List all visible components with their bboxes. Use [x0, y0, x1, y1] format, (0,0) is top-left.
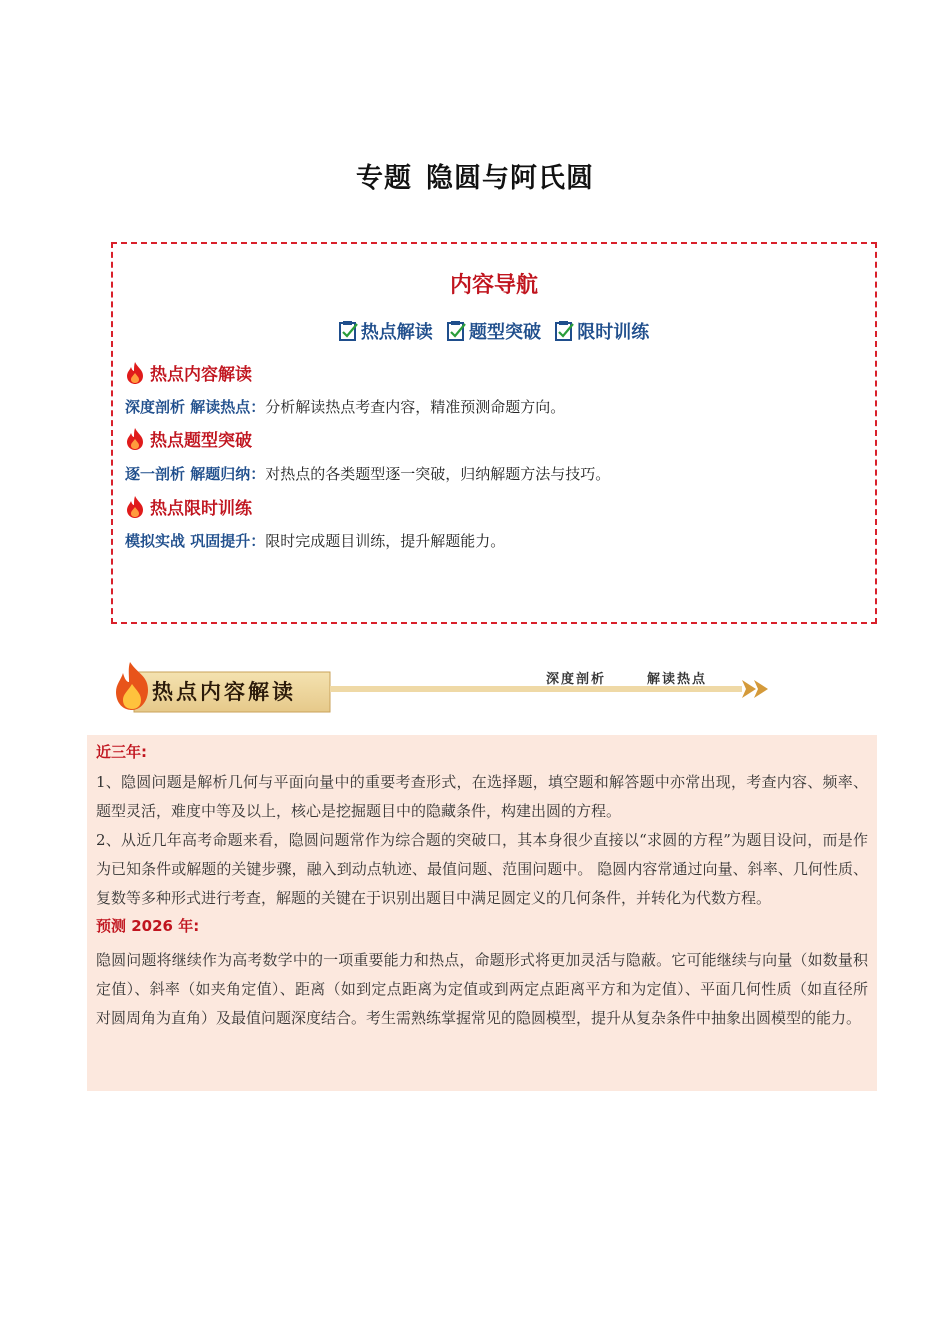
tab-question-types[interactable] — [447, 318, 541, 344]
section-desc-3 — [125, 530, 505, 551]
banner-subtitle-1: 深度剖析 — [546, 672, 607, 687]
checklist-icon — [555, 320, 575, 342]
nav-title: 内容导航 — [449, 273, 538, 298]
flame-icon — [125, 427, 145, 451]
section-heading-3 — [125, 494, 252, 519]
section-heading-1 — [125, 360, 252, 385]
desc-key: 模拟实战 巩固提升： — [125, 532, 266, 550]
checklist-icon — [447, 320, 467, 342]
section-desc-2 — [125, 463, 610, 484]
hotspot-content-panel — [87, 735, 877, 1091]
forecast-label: 预测 2026 年: — [96, 917, 200, 935]
section-heading-text: 热点限时训练 — [150, 499, 252, 519]
desc-text: 对热点的各类题型逐一突破，归纳解题方法与技巧。 — [265, 465, 611, 483]
desc-key: 深度剖析 解读热点： — [125, 398, 266, 416]
flame-icon — [125, 495, 145, 519]
flame-icon — [125, 361, 145, 385]
title-part2: 隐圆与阿氏圆 — [426, 163, 594, 194]
desc-text: 分析解读热点考查内容，精准预测命题方向。 — [265, 398, 566, 416]
paragraph-1: 1、隐圆问题是解析几何与平面向量中的重要考查形式，在选择题，填空题和解答题中亦常出现，考查内容、频率、题型灵活，难度中等及以上，核心是挖掘题目中的隐藏条件，构建出圆的方程。 — [96, 773, 868, 820]
paragraph-3: 隐圆问题将继续作为高考数学中的一项重要能力和热点，命题形式将更加灵活与隐蔽。它可能继续与向量（如数量积定值）、斜率（如夹角定值）、距离（如到定点距离为定值或到两定点距离平方和为定值）、平面几何性质（如直径所对圆周角为直角）及最值问题深度结合。考生需熟练掌握常见的隐圆模型，提升从复杂条件中抽象出圆模型的能力。 — [96, 951, 868, 1027]
nav-tabs — [113, 318, 875, 347]
page-title — [0, 156, 950, 195]
tab-label: 热点解读 — [360, 322, 433, 343]
tab-hotspot-reading[interactable] — [339, 318, 433, 344]
checklist-icon — [339, 320, 359, 342]
title-part1: 专题 — [356, 163, 412, 194]
tab-timed-training[interactable] — [555, 318, 649, 344]
banner-subtitle-2: 解读热点 — [647, 672, 708, 687]
tab-label: 限时训练 — [577, 322, 650, 343]
section-heading-text: 热点内容解读 — [150, 365, 252, 385]
banner-title: 热点内容解读 — [152, 679, 296, 704]
tab-label: 题型突破 — [469, 322, 541, 343]
content-navigation-box — [111, 242, 877, 624]
recent-years-label: 近三年: — [96, 743, 147, 761]
section-heading-2 — [125, 426, 252, 451]
desc-key: 逐一剖析 解题归纳： — [125, 465, 266, 483]
section-heading-text: 热点题型突破 — [150, 431, 252, 451]
section-banner — [112, 658, 772, 716]
desc-text: 限时完成题目训练，提升解题能力。 — [265, 532, 506, 550]
paragraph-2: 2、从近几年高考命题来看，隐圆问题常作为综合题的突破口，其本身很少直接以“求圆的方程”为题目设问，而是作为已知条件或解题的关键步骤，融入到动点轨迹、最值问题、范围问题中。 隐圆内容常通过向量、斜率、几何性质、复数等多种形式进行考查，解题的关键在于识别出题目中满足圆定义的几何条件，并转化为代数方程。 — [96, 831, 868, 907]
section-desc-1 — [125, 396, 565, 417]
